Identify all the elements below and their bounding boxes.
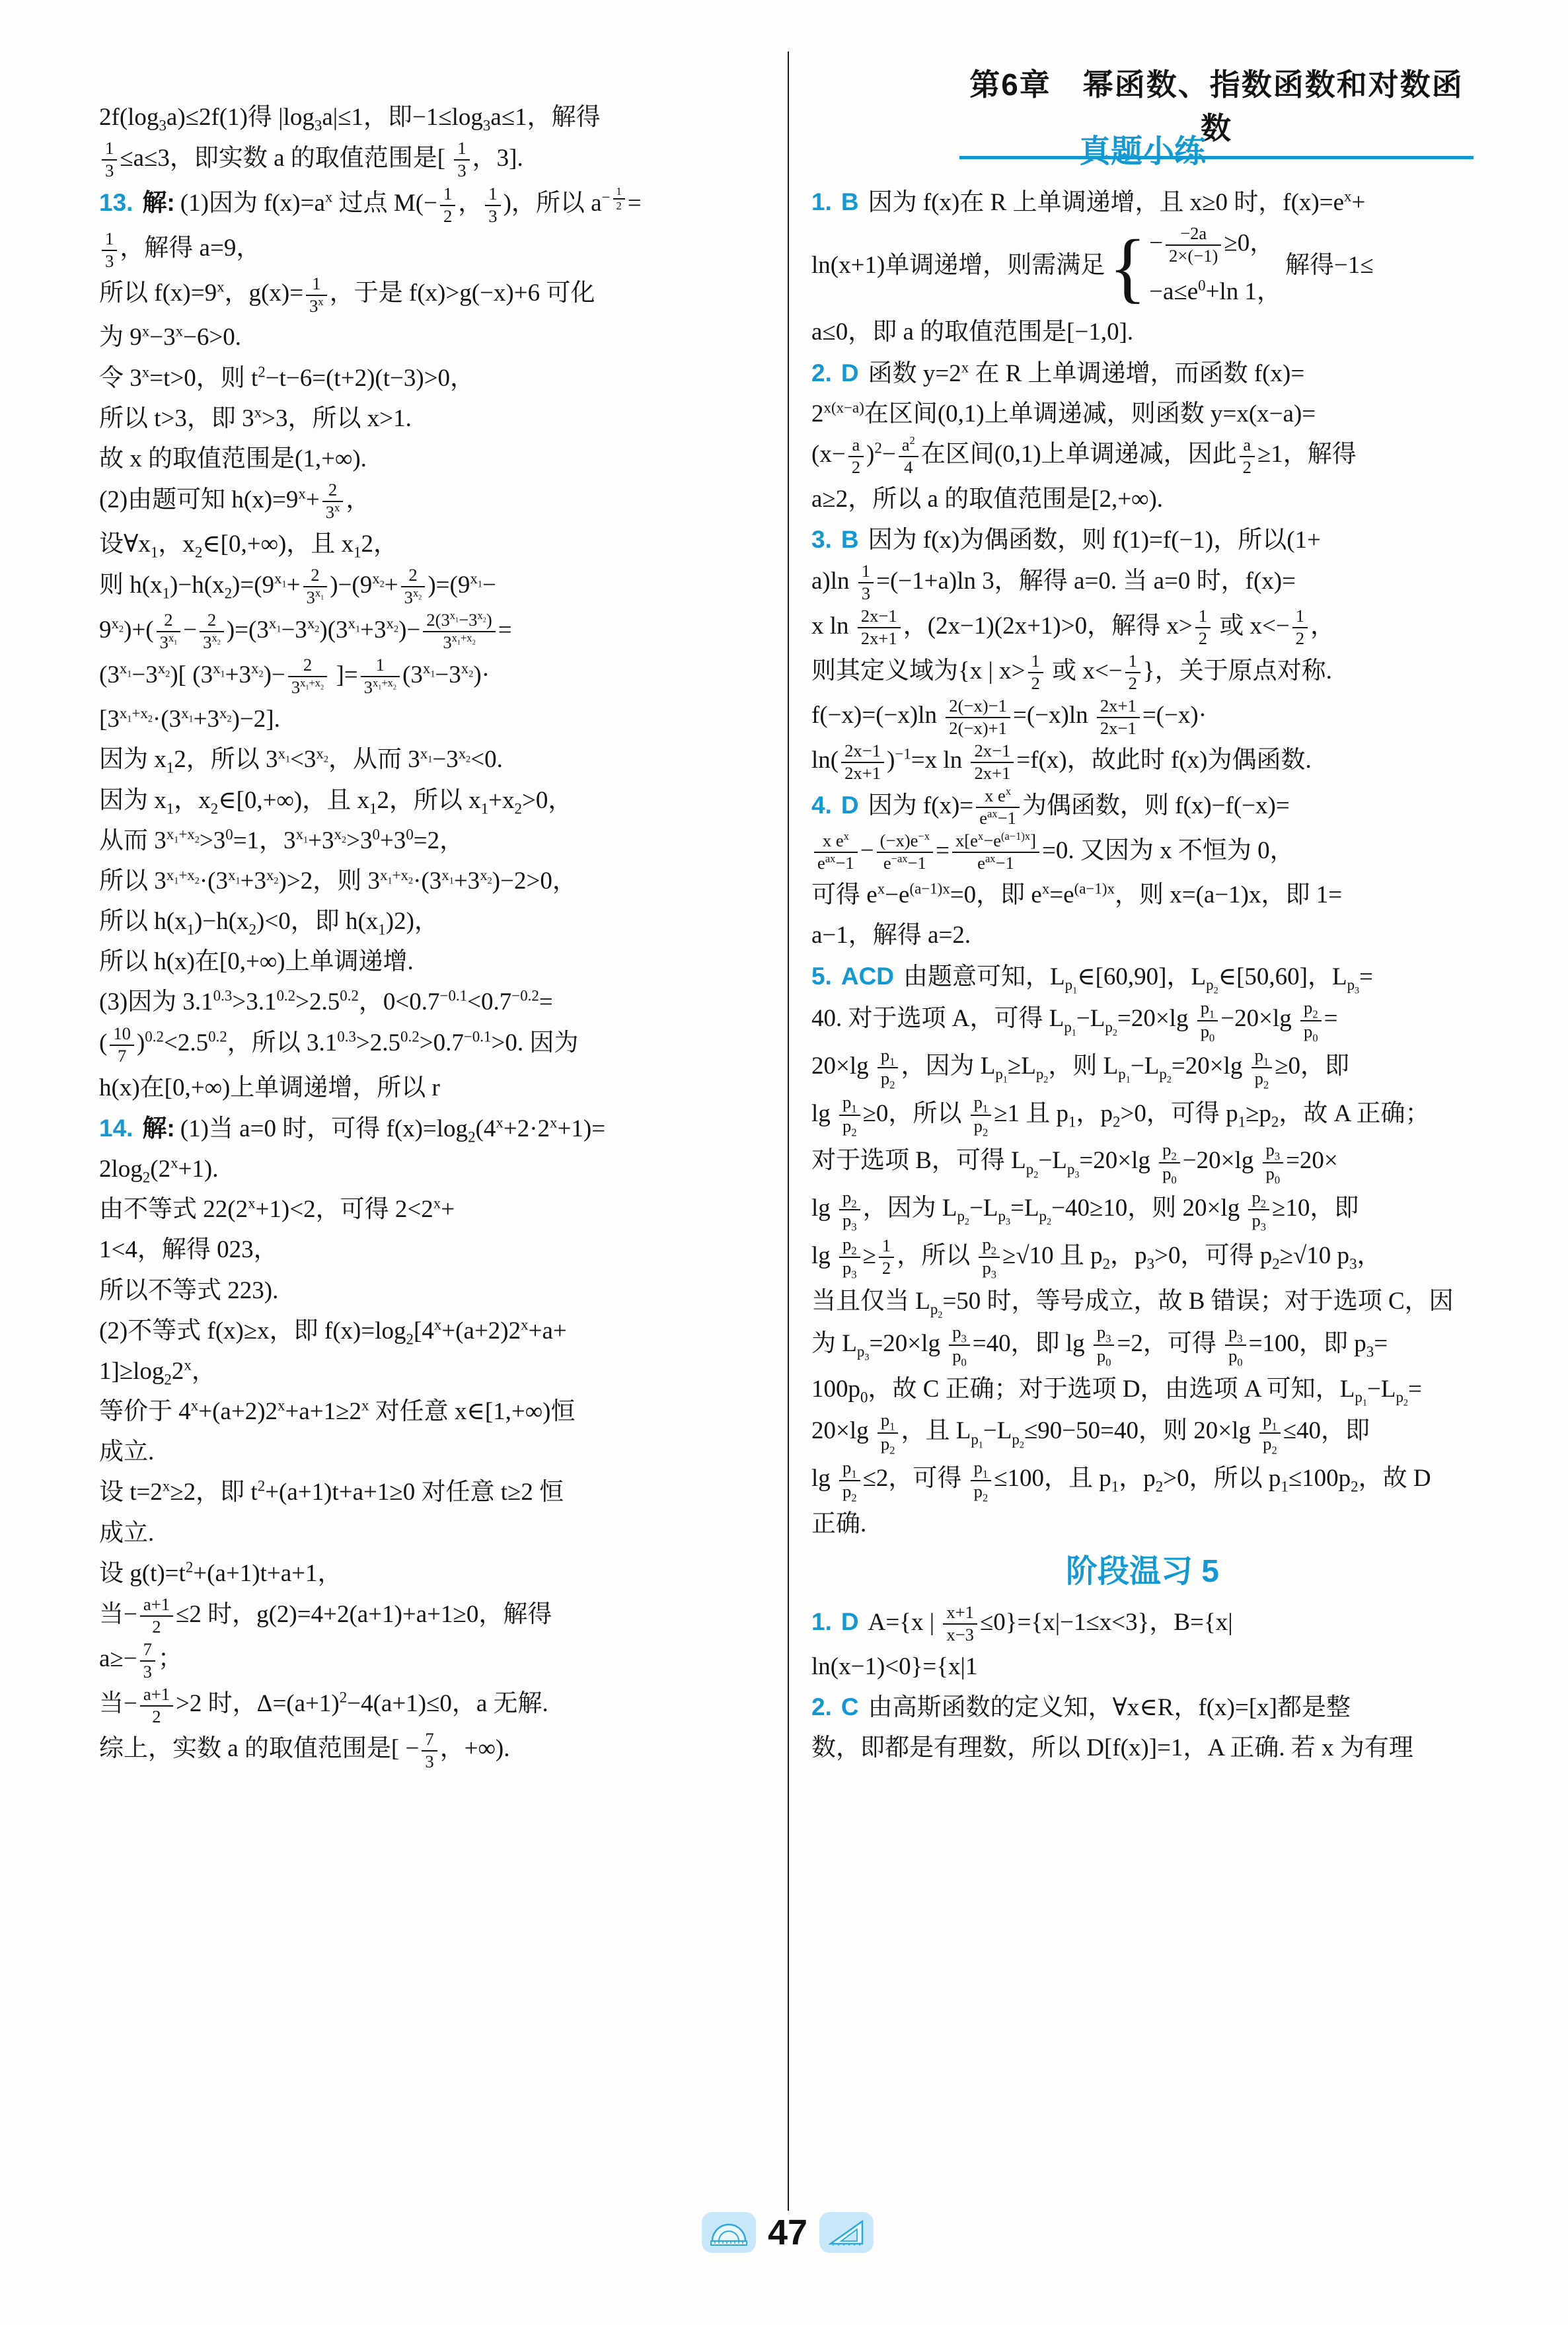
answer-letter: B <box>840 188 859 215</box>
text-line <box>811 830 1474 874</box>
item-number: 14. <box>99 1114 133 1142</box>
math-text: $\frac{1}{3}$ ≤a≤3，即实数 a 的取值范围是[ $\frac{1}{3}$ ，3]. <box>99 145 523 172</box>
text-line <box>811 1687 1474 1727</box>
math-text: 为 $9^x-3^x-6>0$. <box>99 323 242 351</box>
text-line <box>99 1109 773 1148</box>
math-text: 综上，实数 a 的取值范围是[ − $\frac{7}{3}$ ，+∞). <box>99 1728 510 1771</box>
text-line <box>99 1473 773 1512</box>
math-text: (3)因为 $3.1^{0.3}>3.1^{0.2}>2.5^{0.2}$，$0<0.7^{-0.1}<0.7^{-0.2}=$ <box>99 988 553 1016</box>
text-line <box>811 1458 1474 1504</box>
text-line <box>811 875 1474 914</box>
text-line <box>99 982 773 1021</box>
text-line <box>99 862 773 901</box>
answer-letter: ACD <box>840 962 895 990</box>
math-text: $2^{x(x-a)}$在区间(0,1)上单调递减，则函数 y=x(x−a)= <box>811 399 1316 427</box>
math-text: $9^{x_2})+$( $\frac{2}{3^{x_1}}$ − $\frac{2}{3^{x_2}}$ )$=(3^{x_1}-3^{x_2})(3^{x_1}+3^{x_2})-$ $\frac{2(3^{x_1}-3^{x_2})}{3^{x_1+x_2}}$ = <box>99 609 512 653</box>
answer-letter: D <box>840 1607 859 1635</box>
text-line <box>811 1504 1474 1543</box>
text-line <box>99 902 773 941</box>
text-line <box>811 1282 1474 1321</box>
math-text: 当− $\frac{a+1}{2}$ >2 时，$\Delta=(a+1)^2-4(a+1)\le 0$，a 无解. <box>99 1683 548 1726</box>
math-text: $2\log_2(2^x+1)$. <box>99 1154 219 1186</box>
math-text: 所以 $f(x)=9^x$，g(x)= $\frac{1}{3^x}$ ，于是 f(x)>g(−x)+6 可化 <box>99 273 595 316</box>
text-line <box>99 1554 773 1593</box>
text-line <box>99 359 773 398</box>
math-text: ( $\frac{10}{7}$ )$^{0.2}<2.5^{0.2}$，所以 $3.1^{0.3}>2.5^{0.2}>0.7^{-0.1}>0$. 因为 <box>99 1023 579 1066</box>
text-line <box>99 781 773 820</box>
text-line <box>811 696 1474 739</box>
text-line <box>811 1647 1474 1686</box>
text-line <box>811 480 1474 519</box>
text-line <box>99 821 773 860</box>
text-line <box>811 916 1474 955</box>
text-line <box>811 1092 1474 1138</box>
text-line <box>99 480 773 523</box>
math-text: ln(x−1)<0}={x|1 <box>811 1653 978 1681</box>
section-heading: 真题小练 <box>1078 134 1206 169</box>
math-text: 数，即都是有理数，所以 D[f(x)]=1，A 正确. 若 x 为有理 <box>811 1734 1413 1762</box>
math-text: (2)不等式 f(x)≥x，即 $f(x)=\log_2[4^x+(a+2)2^x+a+$ <box>99 1316 567 1348</box>
text-line <box>811 394 1474 433</box>
math-text: h(x)在[0,+∞)上单调递增，所以 r <box>99 1074 440 1101</box>
math-text: 为 $L_{p_3}=20\times\lg$ $\frac{p_3}{p_0}$ =40，即 lg $\frac{p_3}{p_0}$ =2，可得 $\frac{p_3}{p_0}$ =100，即 $p_3=$ <box>811 1322 1388 1369</box>
math-text: 20×lg $\frac{p_1}{p_2}$ ，且 $L_{p_1}-L_{p_2}\le 90-50=40$，则 20×lg $\frac{p_1}{p_2}$ ≤40，即 <box>811 1410 1370 1457</box>
math-text: 等价于 $4^x+(a+2)2^x+a+1\ge 2^x$ 对任意 x∈[1,+∞)恒 <box>99 1397 576 1426</box>
math-text: 因为 f(x)= x $e^x$ $e^{ax}-1$ 为偶函数，则 f(x)−f(−x)= <box>868 785 1290 829</box>
math-text: 成立. <box>99 1438 155 1466</box>
text-line <box>99 1594 773 1638</box>
math-text: A={x | $\frac{x+1}{x-3}$ ≤0}={x|−1≤x<3}，B={x| <box>868 1602 1233 1645</box>
text-line <box>99 1432 773 1471</box>
math-text: 所以 t>3，即 $3^x>3$，所以 x>1. <box>99 404 412 432</box>
chapter-header: 第6章 幂函数、指数函数和对数函数 <box>959 61 1474 159</box>
text-line <box>99 740 773 779</box>
text-line <box>99 183 773 227</box>
math-text: 正确. <box>811 1510 867 1538</box>
text-line <box>99 138 773 182</box>
math-text: a−1，解得 a=2. <box>811 922 971 949</box>
answer-letter: D <box>840 359 859 387</box>
solution-label: 解: <box>142 1114 175 1142</box>
math-text: 所以 h(x)在[0,+∞)上单调递增. <box>99 948 414 976</box>
math-text: ln( $\frac{2x-1}{2x+1}$ )$^{-1}$=x ln $\frac{2x-1}{2x+1}$ =f(x)，故此时 f(x)为偶函数. <box>811 740 1312 783</box>
item-number: 2. <box>811 359 832 387</box>
item-number: 5. <box>811 962 832 990</box>
math-text: 所以 $h(x_1)-h(x_2)<0$，即 $h(x_1)2$)， <box>99 908 439 938</box>
text-line <box>99 1729 773 1773</box>
math-text: a)ln $\frac{1}{3}$ =(−1+a)ln 3，解得 a=0. 当 a=0 时，f(x)= <box>811 561 1296 604</box>
text-line <box>811 1322 1474 1368</box>
math-text: 因为 $x_1$，$x_2\in[0,+\infty)$，且 $x_12$，所以 $x_1+x_2>0$， <box>99 786 573 817</box>
item-number: 3. <box>811 526 832 553</box>
text-line <box>99 1352 773 1391</box>
text-line <box>811 435 1474 478</box>
item-number: 1. <box>811 1607 832 1635</box>
math-text: $[3^{x_1+x_2}\cdot(3^{x_1}+3^{x_2})-2]$. <box>99 704 280 733</box>
math-text: 所以不等式 223). <box>99 1276 279 1304</box>
text-line <box>811 182 1474 222</box>
text-line <box>811 1234 1474 1280</box>
text-line <box>99 229 773 272</box>
math-text: 由不等式 $22(2^x+1)<2$，可得 $2<2^x+$ <box>99 1195 455 1224</box>
text-line <box>99 1639 773 1683</box>
text-line <box>811 606 1474 649</box>
math-text: f(−x)=(−x)ln $\frac{2(-x)-1}{2(-x)+1}$ =(−x)ln $\frac{2x+1}{2x-1}$ =(−x)· <box>811 696 1207 738</box>
text-line <box>99 98 773 137</box>
text-line <box>99 655 773 698</box>
math-text: 因为 f(x)为偶函数，则 f(1)=f(−1)，所以(1+ <box>868 527 1321 554</box>
text-line <box>811 1728 1474 1767</box>
math-text: 因为 f(x)在 R 上单调递增，且 x≥0 时，$f(x)=e^x+$ <box>868 188 1366 216</box>
math-text: 由高斯函数的定义知，∀x∈R，f(x)=[x]都是整 <box>868 1694 1351 1722</box>
text-line <box>99 1190 773 1229</box>
text-line <box>99 439 773 478</box>
text-line <box>99 1230 773 1269</box>
text-line <box>99 1150 773 1189</box>
text-line <box>99 1514 773 1553</box>
right-column <box>811 124 1474 1769</box>
math-text: 当− $\frac{a+1}{2}$ ≤2 时，g(2)=4+2(a+1)+a+1≥0，解得 <box>99 1594 552 1637</box>
math-text: lg $\frac{p_2}{p_3}$ ，因为 $L_{p_2}-L_{p_3}=L_{p_2}-40\ge 10$，则 20×lg $\frac{p_2}{p_3}$ ≥10，即 <box>811 1187 1359 1234</box>
math-text: lg $\frac{p_2}{p_3}$ ≥ $\frac{1}{2}$ ，所以 $\frac{p_2}{p_3}$ ≥√10 且 $p_2$，$p_3>0$，可得 $p_2\ge√10$ $p_3$， <box>811 1234 1382 1281</box>
answer-letter: C <box>840 1693 859 1721</box>
left-column <box>99 98 773 1774</box>
math-text: 所以 $3^{x_1+x_2}\cdot(3^{x_1}+3^{x_2})>2$，则 $3^{x_1+x_2}\cdot(3^{x_1}+3^{x_2})-2>0$， <box>99 866 577 895</box>
math-text: 20×lg $\frac{p_1}{p_2}$ ，因为 $L_{p_1}\ge L_{p_2}$，则 $L_{p_1}-L_{p_2}=20\times\lg$ $\frac{p_1}{p_2}$ ≥0，即 <box>811 1045 1350 1091</box>
math-text: a≥2，所以 a 的取值范围是[2,+∞). <box>811 485 1164 513</box>
math-text: ln(x+1)单调递增，则需满足 { − $\frac{-2a}{2\times(-1)}$ ≥0， $-a\le e^0+\ln$ 1， 解得−1≤ <box>811 223 1374 311</box>
text-line <box>811 1370 1474 1409</box>
text-line <box>811 223 1474 311</box>
math-text: 设 $g(t)=t^2+(a+1)t+a+1$， <box>99 1559 342 1587</box>
text-line <box>811 561 1474 605</box>
text-line <box>99 565 773 609</box>
math-text: $(3^{x_1}-3^{x_2})$[ $(3^{x_1}+3^{x_2})-$ $\frac{2}{3^{x_1+x_2}}$ ]= $\frac{1}{3^{x_1+x_2}}$ $(3^{x_1}-3^{x_2})\cdot$ <box>99 655 490 698</box>
math-text: $2f(\log_3a)\le 2f(1)$得 $|\log_3a|\le 1$，即$-1\le\log_3a\le 1$，解得 <box>99 104 601 134</box>
math-text: $100p_0$，故 C 正确；对于选项 D，由选项 A 可知，$L_{p_1}-L_{p_2}=$ <box>811 1375 1422 1409</box>
text-line <box>811 1410 1474 1456</box>
triangle-ruler-icon <box>819 2212 874 2253</box>
text-line <box>811 741 1474 784</box>
page-footer <box>702 2212 874 2253</box>
math-text: a≥− $\frac{7}{3}$ ； <box>99 1639 182 1681</box>
text-line <box>99 274 773 317</box>
math-text: lg $\frac{p_1}{p_2}$ ≤2，可得 $\frac{p_1}{p_2}$ ≤100，且 $p_1$，$p_2>0$，所以 $p_1\le 100p_2$，故 D <box>811 1457 1431 1504</box>
math-text: $\frac{1}{3}$ ，解得 a=9， <box>99 235 260 262</box>
text-line <box>811 520 1474 560</box>
item-number: 2. <box>811 1693 832 1721</box>
page-number: 47 <box>768 2213 808 2252</box>
math-text: 则其定义域为{x | x> $\frac{1}{2}$ 或 x<− $\frac{1}{2}$ }，关于原点对称. <box>811 651 1332 694</box>
math-text: lg $\frac{p_1}{p_2}$ ≥0，所以 $\frac{p_1}{p_2}$ ≥1 且 $p_1$，$p_2>0$，可得 $p_1\ge p_2$，故 A 正确； <box>811 1092 1430 1139</box>
math-text: 可得 $e^x-e^{(a-1)x}=0$，即 $e^x=e^{(a-1)x}$，则 x=(a−1)x，即 1= <box>811 880 1343 909</box>
math-text: (1)因为 $f(x)=a^x$ 过点 M(− $\frac{1}{2}$ ， $\frac{1}{3}$ )，所以 $a^{- \frac{1}{2}}$ = <box>180 183 642 226</box>
text-line <box>99 1392 773 1431</box>
math-text: x $e^x$ $e^{ax}-1$ − $\frac{(-x)e^{-x}}{e^{-ax}-1}$ = $x[e^x-e^{(a-1)x}]$ $e^{ax}-1$ =0. 又因为 x 不恒为 0， <box>811 837 1294 864</box>
text-line <box>99 399 773 438</box>
math-text: 从而 $3^{x_1+x_2}>3^0=1$，$3^{x_1}+3^{x_2}>3^0+3^0=2$， <box>99 826 465 854</box>
text-line <box>99 1271 773 1310</box>
math-text: 函数 $y=2^x$ 在 R 上单调递增，而函数 f(x)= <box>868 359 1305 387</box>
text-line <box>811 353 1474 393</box>
text-line <box>99 1311 773 1350</box>
math-text: a≤0，即 a 的取值范围是[−1,0]. <box>811 318 1134 346</box>
math-text: 令 $3^x=t>0$，则 $t^2-t-6=(t+2)(t-3)>0$， <box>99 363 475 392</box>
text-line <box>811 651 1474 694</box>
text-line <box>99 1023 773 1067</box>
math-text: 故 x 的取值范围是(1,+∞). <box>99 445 367 473</box>
text-line <box>811 998 1474 1044</box>
text-line <box>811 1187 1474 1234</box>
item-number: 1. <box>811 188 832 215</box>
math-text: 1<4，解得 023， <box>99 1236 278 1264</box>
solution-label: 解: <box>142 189 175 217</box>
math-text: 当且仅当 $L_{p_2}=50$ 时，等号成立，故 B 错误；对于选项 C，因 <box>811 1287 1454 1321</box>
math-text: x ln $\frac{2x-1}{2x+1}$ ，(2x−1)(2x+1)>0，解得 x> $\frac{1}{2}$ 或 x<− $\frac{1}{2}$ ， <box>811 606 1335 649</box>
text-line <box>811 1140 1474 1186</box>
text-line <box>99 610 773 653</box>
protractor-icon <box>702 2212 756 2253</box>
math-text: $1]\ge\log_22^x$， <box>99 1356 216 1388</box>
column-divider <box>788 52 789 2211</box>
text-line <box>99 318 773 357</box>
math-text: 成立. <box>99 1519 155 1547</box>
math-text: (x− $\frac{a}{2}$ )$^2$− $\frac{a^2}{4}$ 在区间(0,1)上单调递减，因此 $\frac{a}{2}$ ≥1，解得 <box>811 434 1357 477</box>
text-line <box>811 957 1474 996</box>
math-text: 对于选项 B，可得 $L_{p_2}-L_{p_3}=20\times\lg$ $\frac{p_2}{p_0}$ −20×lg $\frac{p_3}{p_0}$ =20× <box>811 1139 1338 1187</box>
math-text: 40. 对于选项 A，可得 $L_{p_1}-L_{p_2}=20\times\lg$ $\frac{p_1}{p_0}$ −20×lg $\frac{p_2}{p_0}$ = <box>811 997 1338 1045</box>
text-line <box>811 313 1474 351</box>
answer-letter: D <box>840 791 859 819</box>
math-text: (1)当 a=0 时，可得 $f(x)=\log_2(4^x+2\cdot 2^x+1)=$ <box>180 1114 606 1146</box>
answer-letter: B <box>840 526 859 553</box>
text-line <box>99 1068 773 1107</box>
text-line <box>811 786 1474 829</box>
text-line <box>811 1045 1474 1091</box>
math-text: 设$\forall x_1$，$x_2\in[0,+\infty)$，且 $x_12$， <box>99 531 398 561</box>
text-line <box>811 1602 1474 1646</box>
math-text: 则 $h(x_1)-h(x_2)=(9^{x_1}+$ $\frac{2}{3^{x_1}}$ )$-(9^{x_2}+$ $\frac{2}{3^{x_2}}$ )$=(9^{x_1}-$ <box>99 565 496 608</box>
text-line <box>99 700 773 739</box>
math-text: 因为 $x_12$，所以 $3^{x_1}<3^{x_2}$，从而 $3^{x_1}-3^{x_2}<0$. <box>99 745 503 776</box>
math-text: (2)由题可知 $h(x)=9^x+$ $\frac{2}{3^x}$ ， <box>99 480 371 523</box>
item-number: 13. <box>99 189 133 217</box>
text-line <box>99 1684 773 1728</box>
text-line <box>99 525 773 564</box>
item-number: 4. <box>811 791 832 819</box>
text-line <box>99 942 773 981</box>
math-text: 设 $t=2^x\ge 2$，即 $t^2+(a+1)t+a+1\ge 0$ 对任意 t≥2 恒 <box>99 1478 564 1506</box>
section-heading: 阶段温习 5 <box>1065 1553 1220 1589</box>
math-text: 由题意可知，$L_{p_1}\in[60,90]$，$L_{p_2}\in[50,60]$，$L_{p_3}=$ <box>903 963 1374 996</box>
